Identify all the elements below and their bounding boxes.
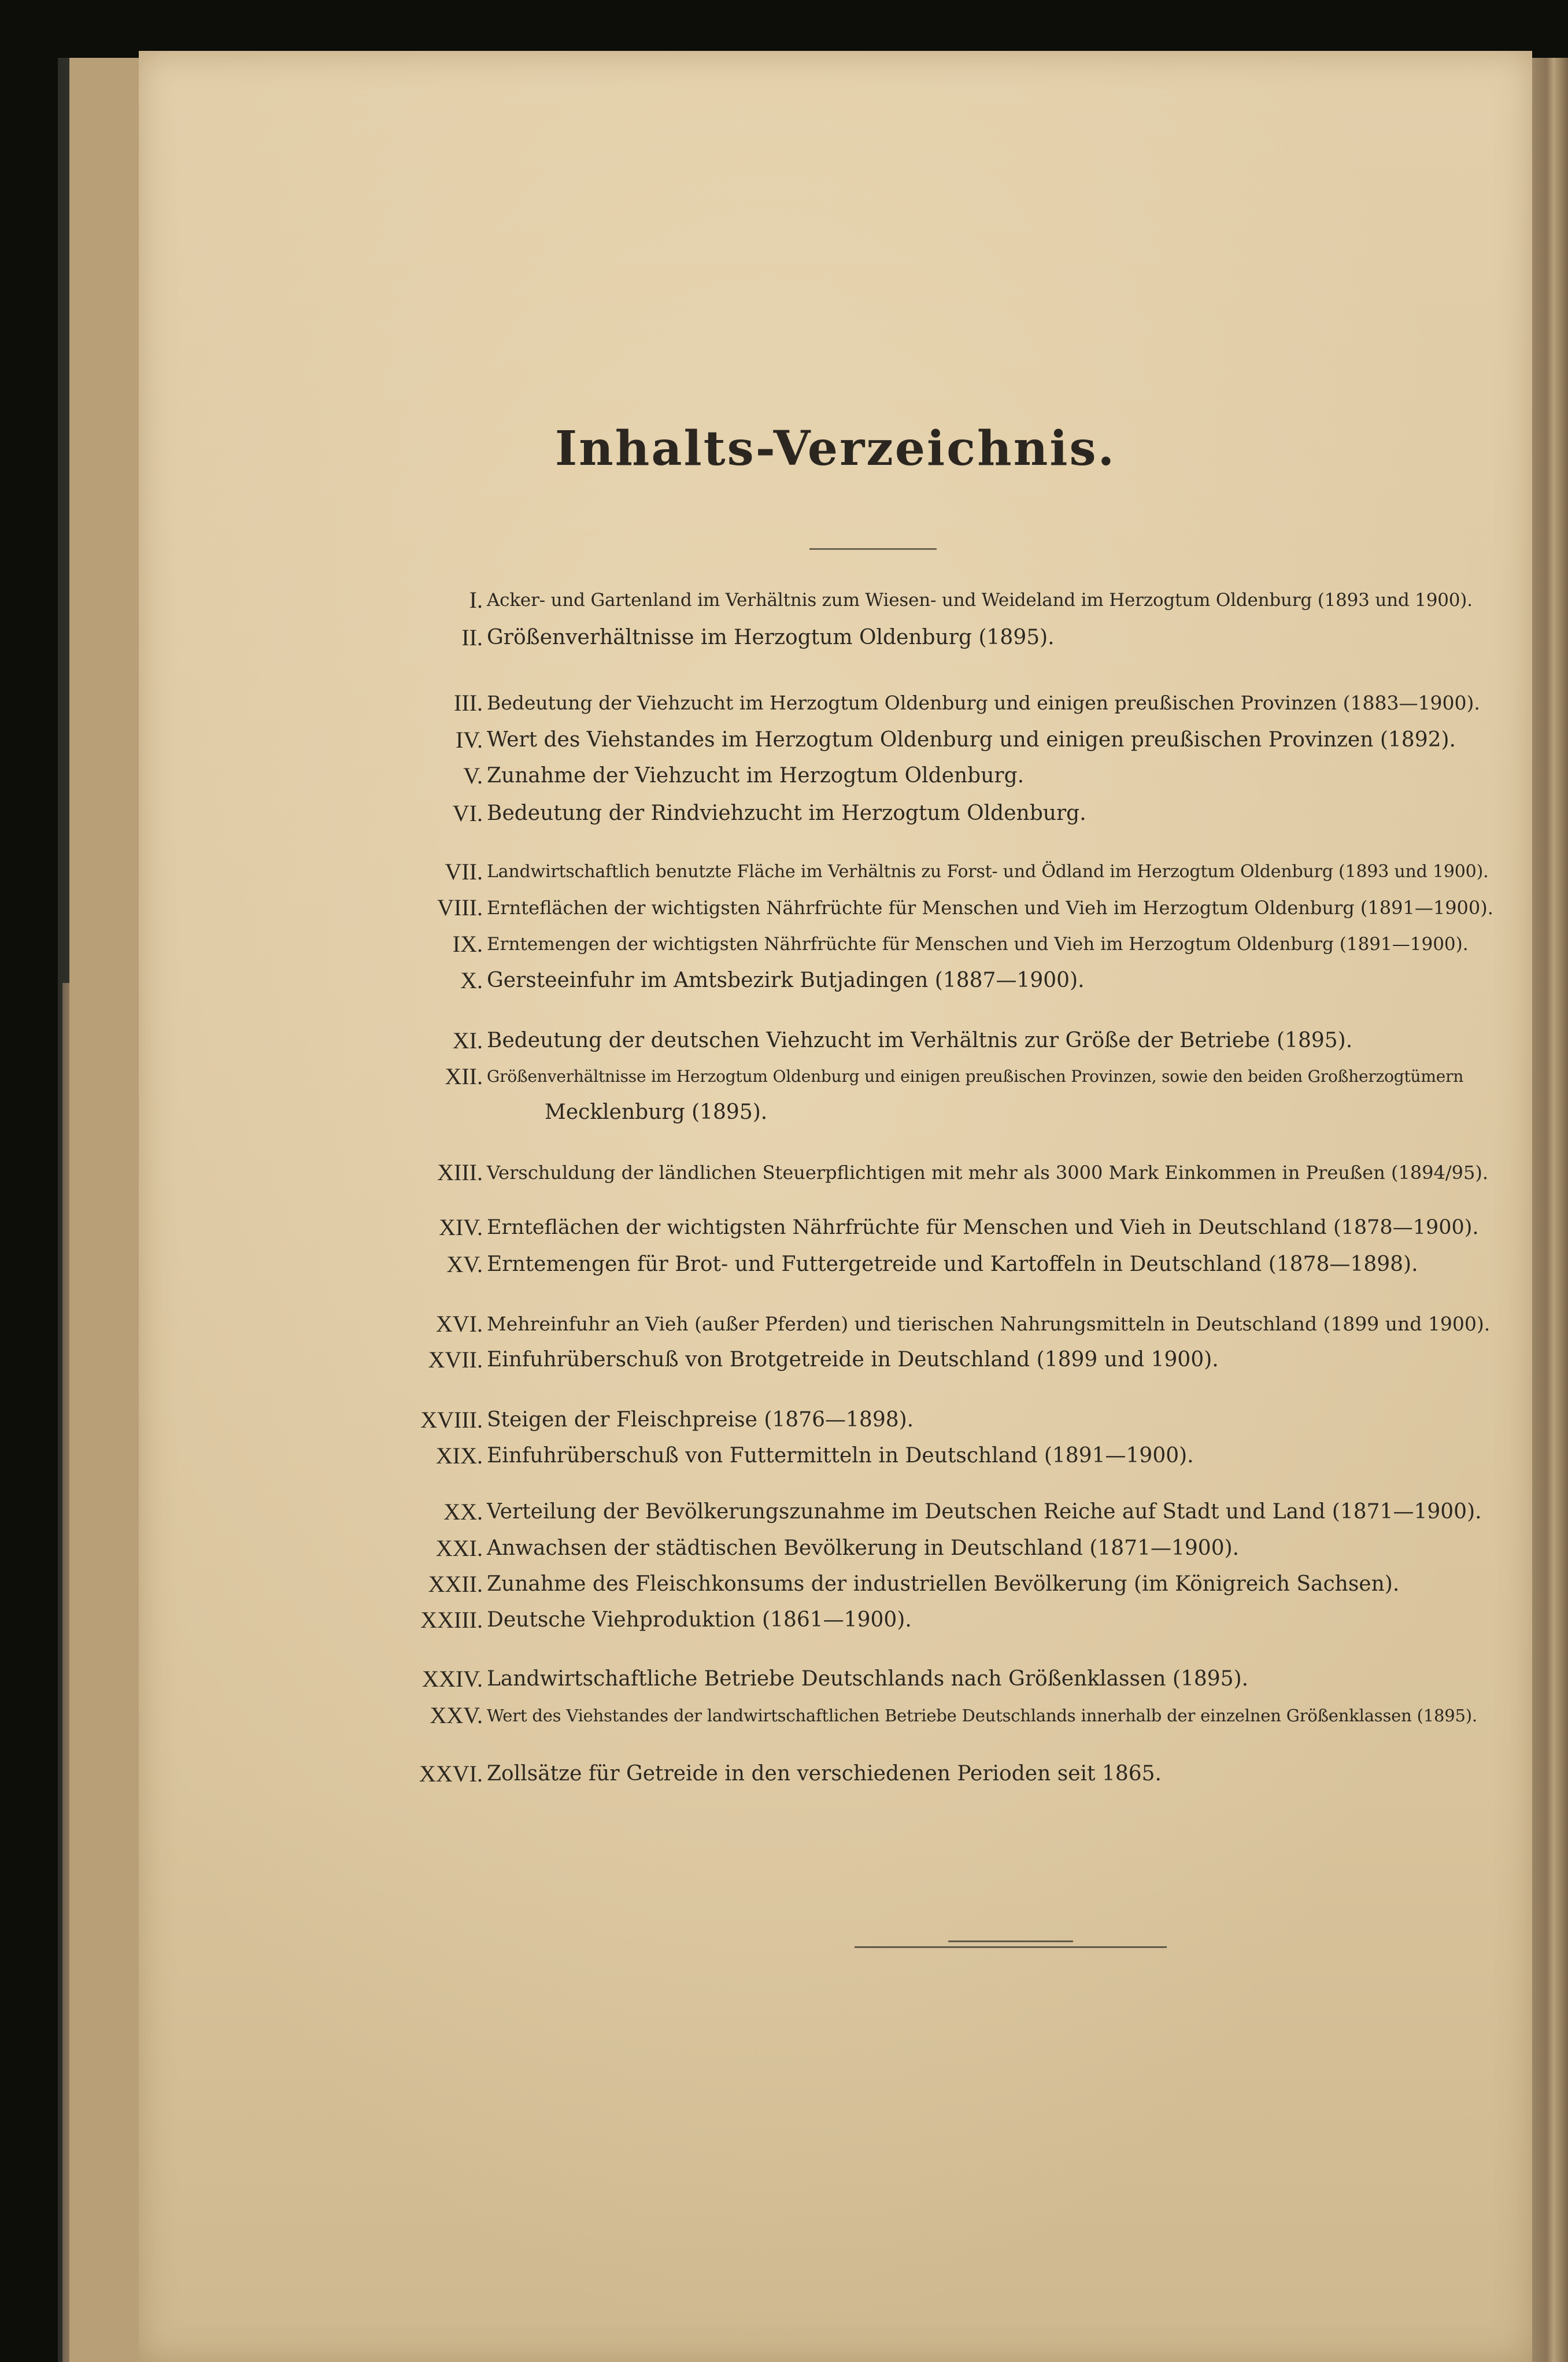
toc-entry-number: XXVI.	[419, 1761, 483, 1787]
toc-entry-number: II.	[461, 624, 483, 650]
toc-entry-number: XVI.	[435, 1311, 483, 1337]
toc-entry-text: Bedeutung der Viehzucht im Herzogtum Oldenburg und einigen preußischen Provinzen (1883—1900).	[487, 692, 1480, 714]
toc-entry	[139, 1022, 1532, 1059]
toc-entry	[139, 1058, 1532, 1095]
toc-entry-text: Einfuhrüberschuß von Brotgetreide in Deutschland (1899 und 1900).	[487, 1348, 1219, 1372]
toc-entry-number: IV.	[455, 727, 483, 753]
toc-entry-text: Ernteflächen der wichtigsten Nährfrüchte für Menschen und Vieh im Herzogtum Oldenburg (1891—1900).	[487, 897, 1493, 919]
toc-entry-number: VI.	[452, 800, 483, 826]
toc-entry-text: Steigen der Fleischpreise (1876—1898).	[487, 1408, 914, 1432]
toc-entry	[139, 795, 1532, 832]
toc-entry-text: Verschuldung der ländlichen Steuerpflichtigen mit mehr als 3000 Mark Einkommen in Preußen (1894/95).	[487, 1162, 1489, 1184]
toc-entry-text: Ernteflächen der wichtigsten Nährfrüchte für Menschen und Vieh in Deutschland (1878—1900).	[487, 1216, 1479, 1239]
toc-entry	[139, 1530, 1532, 1567]
toc-entry-number: III.	[454, 690, 483, 716]
toc-entry	[139, 1697, 1532, 1734]
toc-entry	[139, 1437, 1532, 1474]
toc-entry-text: Größenverhältnisse im Herzogtum Oldenburg (1895).	[487, 626, 1055, 649]
page-title: Inhalts-Verzeichnis.	[554, 421, 1116, 476]
toc-entry-number: XII.	[445, 1063, 483, 1089]
toc-entry-text: Verteilung der Bevölkerungszunahme im Deutschen Reiche auf Stadt und Land (1871—1900).	[487, 1500, 1482, 1524]
toc-entry-number: XV.	[446, 1251, 483, 1277]
toc-entry	[139, 1209, 1532, 1246]
toc-entry	[139, 1154, 1532, 1191]
toc-entry-text: Größenverhältnisse im Herzogtum Oldenburg und einigen preußischen Provinzen, sowie den beiden Großherzogtümern	[487, 1067, 1464, 1086]
toc-entry-number: VIII.	[437, 894, 483, 921]
toc-entry-text: Landwirtschaftlich benutzte Fläche im Verhältnis zu Forst- und Ödland im Herzogtum Oldenburg (1893 und 1900).	[487, 862, 1489, 882]
toc-entry-number: V.	[463, 763, 483, 789]
toc-entry-text: Erntemengen der wichtigsten Nährfrüchte für Menschen und Vieh im Herzogtum Oldenburg (1891—1900).	[487, 934, 1469, 955]
page-edge-stack	[1532, 58, 1568, 2362]
toc-entry-text: Wert des Viehstandes im Herzogtum Oldenburg und einigen preußischen Provinzen (1892).	[487, 728, 1456, 752]
toc-entry-number: XXI.	[435, 1535, 483, 1561]
toc-entry-text: Deutsche Viehproduktion (1861—1900).	[487, 1608, 912, 1632]
toc-entry	[139, 1306, 1532, 1343]
toc-entry	[139, 1341, 1532, 1378]
toc-entry	[139, 1566, 1532, 1603]
toc-entry-number: VII.	[445, 859, 483, 885]
toc-entry	[139, 619, 1532, 656]
end-ornament-rule-upper	[948, 1940, 1073, 1942]
title-divider	[809, 548, 937, 550]
toc-entry-number: XIX.	[435, 1443, 483, 1469]
toc-entry	[139, 962, 1532, 999]
toc-entry-number: XXIV.	[422, 1666, 483, 1692]
toc-entry-text: Zunahme des Fleischkonsums der industriellen Bevölkerung (im Königreich Sachsen).	[487, 1572, 1400, 1596]
toc-entry-number: XXII.	[428, 1571, 483, 1597]
toc-entry	[139, 926, 1532, 963]
toc-entry	[139, 582, 1532, 619]
toc-entry-number: XXV.	[430, 1702, 483, 1728]
toc-entry	[139, 1402, 1532, 1439]
toc-entry-number: XX.	[443, 1499, 483, 1525]
toc-entry-text: Zollsätze für Getreide in den verschiedenen Perioden seit 1865.	[487, 1762, 1162, 1786]
toc-entry-number: XXIII.	[420, 1607, 483, 1633]
document-page	[139, 51, 1532, 2362]
toc-entry-text: Einfuhrüberschuß von Futtermitteln in Deutschland (1891—1900).	[487, 1444, 1194, 1468]
toc-entry-text: Zunahme der Viehzucht im Herzogtum Oldenburg.	[487, 764, 1025, 788]
toc-entry-text: Landwirtschaftliche Betriebe Deutschlands nach Größenklassen (1895).	[487, 1667, 1249, 1691]
toc-entry-number: XVIII.	[420, 1407, 483, 1433]
toc-entry-number: X.	[460, 967, 483, 993]
toc-entry-number: IX.	[452, 931, 483, 957]
toc-entry	[139, 685, 1532, 722]
toc-entry-number: XIII.	[437, 1159, 483, 1185]
toc-entry-text: Bedeutung der Rindviehzucht im Herzogtum Oldenburg.	[487, 801, 1086, 825]
toc-entry	[139, 757, 1532, 794]
toc-entry-text-continued: Mecklenburg (1895).	[545, 1100, 768, 1124]
toc-entry-number: XIV.	[439, 1214, 483, 1240]
toc-entry-text: Acker- und Gartenland im Verhältnis zum Wiesen- und Weideland im Herzogtum Oldenburg (1893 und 1900).	[487, 590, 1473, 611]
toc-entry-text: Erntemengen für Brot- und Futtergetreide und Kartoffeln in Deutschland (1878—1898).	[487, 1252, 1418, 1276]
toc-entry	[139, 1755, 1532, 1792]
toc-entry-text: Anwachsen der städtischen Bevölkerung in Deutschland (1871—1900).	[487, 1536, 1240, 1560]
toc-entry	[139, 853, 1532, 890]
toc-entry-text: Bedeutung der deutschen Viehzucht im Verhältnis zur Größe der Betriebe (1895).	[487, 1029, 1353, 1052]
toc-entry-continuation	[139, 1094, 1532, 1131]
toc-entry	[139, 1602, 1532, 1639]
toc-entry-text: Mehreinfuhr an Vieh (außer Pferden) und tierischen Nahrungsmitteln in Deutschland (1899 und 1900).	[487, 1313, 1491, 1335]
toc-entry-number: XI.	[452, 1027, 483, 1054]
toc-entry	[139, 1246, 1532, 1283]
toc-entry	[139, 1661, 1532, 1698]
toc-entry	[139, 889, 1532, 926]
toc-entry-text: Gersteeinfuhr im Amtsbezirk Butjadingen (1887—1900).	[487, 969, 1085, 992]
toc-entry	[139, 1494, 1532, 1531]
toc-entry-number: I.	[469, 587, 483, 613]
toc-entry	[139, 722, 1532, 759]
toc-entry-text: Wert des Viehstandes der landwirtschaftlichen Betriebe Deutschlands innerhalb der einzelnen Größenklassen (1895).	[487, 1706, 1477, 1725]
end-ornament-rule-lower	[855, 1946, 1167, 1948]
toc-entry-number: XVII.	[428, 1347, 483, 1373]
